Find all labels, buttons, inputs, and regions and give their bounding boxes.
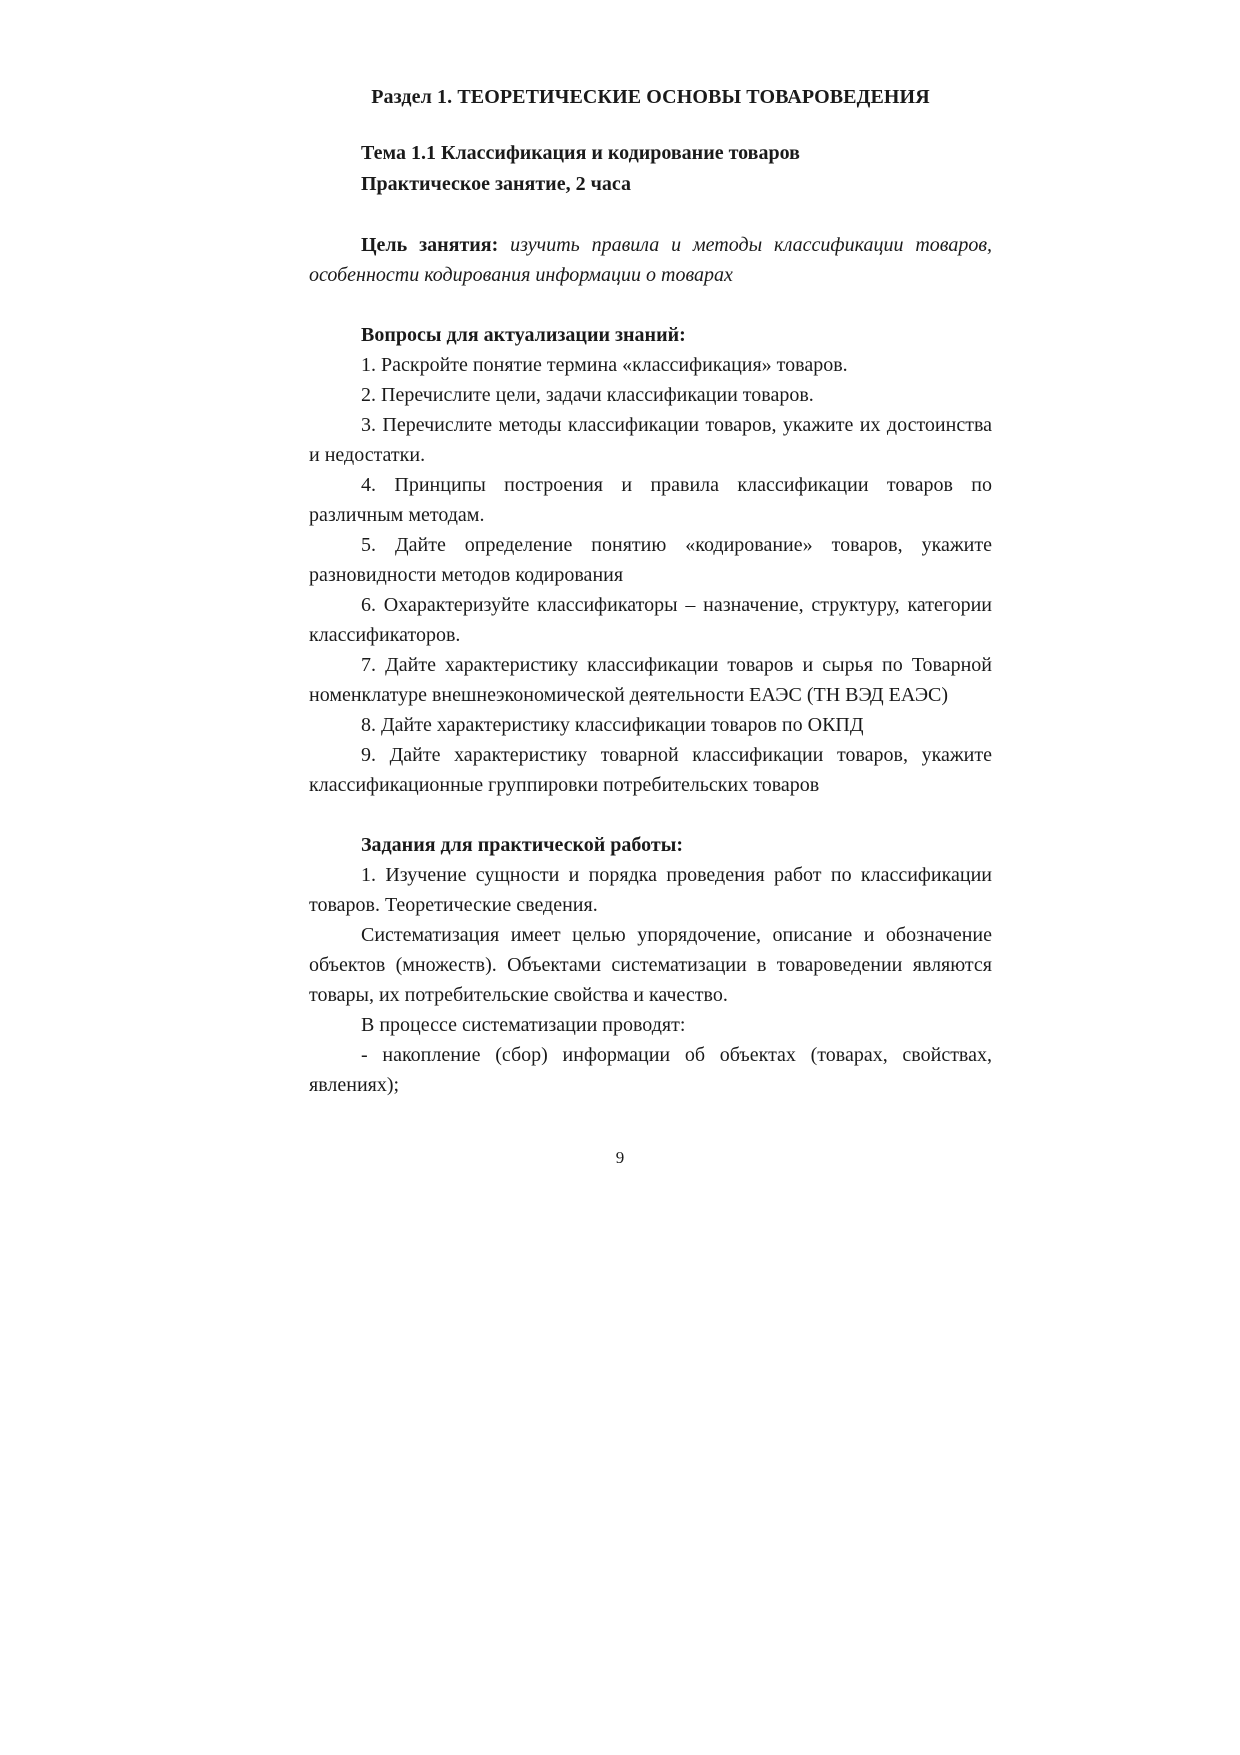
- tasks-heading: Задания для практической работы:: [361, 834, 683, 856]
- questions-heading: Вопросы для актуализации знаний:: [361, 324, 686, 346]
- topic-block: [309, 138, 992, 200]
- task-paragraph: В процессе систематизации проводят:: [361, 1014, 686, 1036]
- task-paragraph: Систематизация имеет целью упорядочение, описание и обозначение объектов (множеств). Объектами систематизации в товароведении являются товары, их потребительские свойства и качество.: [309, 924, 992, 1006]
- questions-list: [309, 350, 992, 800]
- goal-paragraph: [309, 230, 992, 290]
- tasks-body: [309, 860, 992, 1100]
- document-page: [309, 70, 992, 1100]
- question-item: 2. Перечислите цели, задачи классификации товаров.: [361, 384, 814, 406]
- question-item: 6. Охарактеризуйте классификаторы – назначение, структуру, категории классификаторов.: [309, 594, 992, 646]
- task-paragraph: 1. Изучение сущности и порядка проведения работ по классификации товаров. Теоретические сведения.: [309, 864, 992, 916]
- question-item: 5. Дайте определение понятию «кодирование» товаров, укажите разновидности методов кодирования: [309, 534, 992, 586]
- section-title: Раздел 1. ТЕОРЕТИЧЕСКИЕ ОСНОВЫ ТОВАРОВЕДЕНИЯ: [371, 86, 930, 108]
- task-paragraph: - накопление (сбор) информации об объектах (товарах, свойствах, явлениях);: [309, 1044, 992, 1096]
- question-item: 1. Раскройте понятие термина «классификация» товаров.: [361, 354, 848, 376]
- question-item: 8. Дайте характеристику классификации товаров по ОКПД: [361, 714, 864, 736]
- topic-subtitle: Практическое занятие, 2 часа: [361, 173, 631, 195]
- page-number: 9: [615, 1148, 625, 1167]
- question-item: 9. Дайте характеристику товарной классификации товаров, укажите классификационные группировки потребительских товаров: [309, 744, 992, 796]
- goal-label: Цель занятия:: [361, 234, 499, 256]
- topic-title: Тема 1.1 Классификация и кодирование товаров: [361, 142, 800, 164]
- question-item: 3. Перечислите методы классификации товаров, укажите их достоинства и недостатки.: [309, 414, 992, 466]
- question-item: 7. Дайте характеристику классификации товаров и сырья по Товарной номенклатуре внешнеэкономической деятельности ЕАЭС (ТН ВЭД ЕАЭС): [309, 654, 992, 706]
- goal-text: изучить правила и методы классификации товаров, особенности кодирования информации о товарах: [309, 234, 992, 286]
- question-item: 4. Принципы построения и правила классификации товаров по различным методам.: [309, 474, 992, 526]
